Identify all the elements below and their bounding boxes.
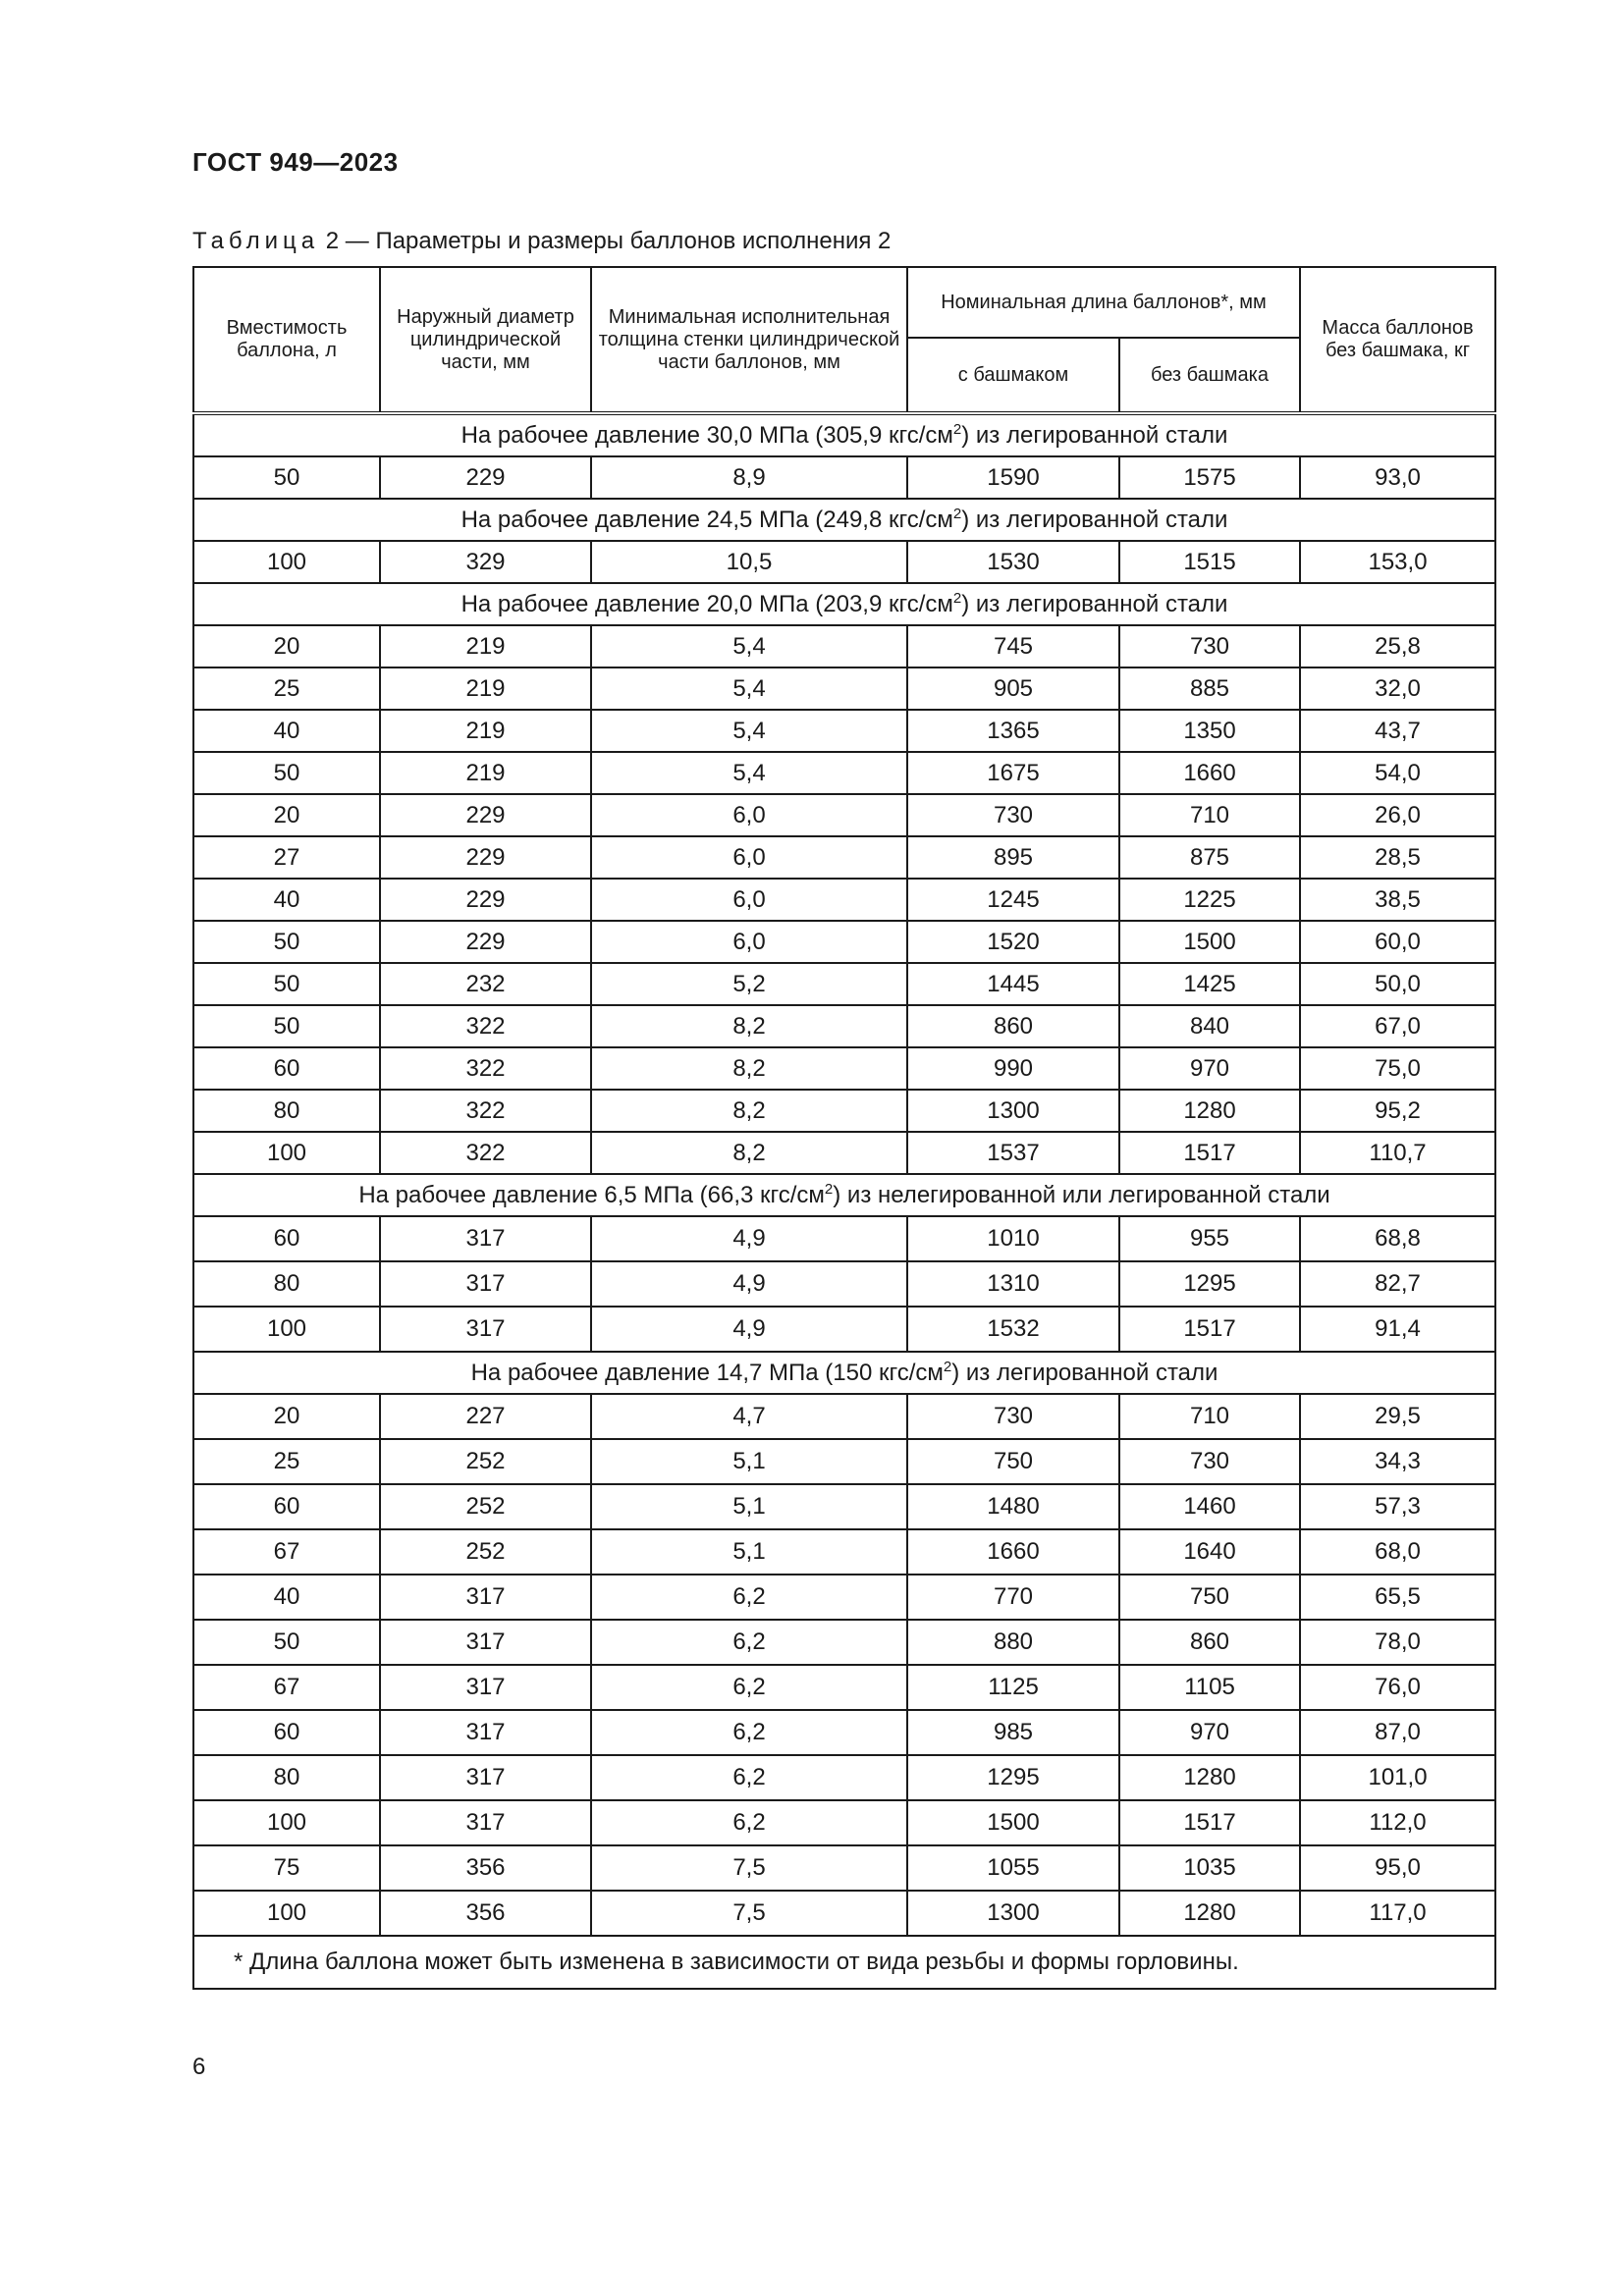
cell-outer-diameter: 219: [380, 752, 591, 794]
cell-capacity: 67: [193, 1665, 380, 1710]
table-row: [193, 1575, 1495, 1620]
cell-outer-diameter: 322: [380, 1090, 591, 1132]
cell-wall-thickness: 4,9: [591, 1307, 907, 1352]
cell-length-without-shoe: 1425: [1119, 963, 1300, 1005]
cell-mass: 153,0: [1300, 541, 1495, 583]
cell-length-without-shoe: 1035: [1119, 1845, 1300, 1891]
cell-length-without-shoe: 1350: [1119, 710, 1300, 752]
cell-length-with-shoe: 1300: [907, 1090, 1119, 1132]
cell-wall-thickness: 5,2: [591, 963, 907, 1005]
header-capacity: Вместимость баллона, л: [193, 267, 380, 413]
section-title-text: На рабочее давление 6,5 МПа (66,3 кгс/см: [358, 1181, 825, 1208]
cell-capacity: 100: [193, 1891, 380, 1936]
cell-length-without-shoe: 1517: [1119, 1800, 1300, 1845]
cell-capacity: 25: [193, 1439, 380, 1484]
table-row: [193, 1845, 1495, 1891]
cell-capacity: 40: [193, 879, 380, 921]
cell-mass: 95,2: [1300, 1090, 1495, 1132]
cell-length-without-shoe: 1225: [1119, 879, 1300, 921]
table-row: [193, 1216, 1495, 1261]
header-nominal-length: Номинальная длина баллонов*, мм: [907, 267, 1300, 338]
cell-outer-diameter: 219: [380, 710, 591, 752]
table-row: [193, 836, 1495, 879]
cell-mass: 38,5: [1300, 879, 1495, 921]
table-row: [193, 879, 1495, 921]
table-row: [193, 710, 1495, 752]
cell-length-with-shoe: 1500: [907, 1800, 1119, 1845]
cell-outer-diameter: 317: [380, 1307, 591, 1352]
section-title: [193, 1352, 1495, 1394]
cell-length-without-shoe: 730: [1119, 625, 1300, 667]
cell-wall-thickness: 5,1: [591, 1484, 907, 1529]
cell-capacity: 40: [193, 710, 380, 752]
cell-wall-thickness: 5,1: [591, 1439, 907, 1484]
cell-wall-thickness: 4,7: [591, 1394, 907, 1439]
section-row: [193, 499, 1495, 541]
cell-wall-thickness: 8,2: [591, 1090, 907, 1132]
cell-length-without-shoe: 1295: [1119, 1261, 1300, 1307]
cell-mass: 65,5: [1300, 1575, 1495, 1620]
section-title-text: ) из нелегированной или легированной стали: [833, 1181, 1330, 1208]
header-without-shoe: без башмака: [1119, 338, 1300, 413]
cell-outer-diameter: 317: [380, 1620, 591, 1665]
cell-outer-diameter: 356: [380, 1845, 591, 1891]
cell-mass: 25,8: [1300, 625, 1495, 667]
cell-mass: 110,7: [1300, 1132, 1495, 1174]
cell-capacity: 20: [193, 794, 380, 836]
cell-length-with-shoe: 1310: [907, 1261, 1119, 1307]
table-row: [193, 794, 1495, 836]
section-row: [193, 1174, 1495, 1216]
section-title-text: ) из легированной стали: [961, 421, 1228, 449]
cell-mass: 112,0: [1300, 1800, 1495, 1845]
cell-length-with-shoe: 1675: [907, 752, 1119, 794]
cell-length-without-shoe: 1280: [1119, 1891, 1300, 1936]
cell-length-with-shoe: 1537: [907, 1132, 1119, 1174]
section-title-text: На рабочее давление 20,0 МПа (203,9 кгс/см: [460, 590, 953, 617]
cell-length-without-shoe: 885: [1119, 667, 1300, 710]
table-row: [193, 541, 1495, 583]
cell-capacity: 50: [193, 752, 380, 794]
cell-outer-diameter: 329: [380, 541, 591, 583]
parameters-table-wrapper: [192, 266, 1494, 1990]
cell-length-with-shoe: 860: [907, 1005, 1119, 1047]
cell-mass: 76,0: [1300, 1665, 1495, 1710]
cell-length-with-shoe: 1445: [907, 963, 1119, 1005]
section-title: [193, 1174, 1495, 1216]
cell-capacity: 100: [193, 541, 380, 583]
cell-capacity: 80: [193, 1090, 380, 1132]
cell-wall-thickness: 5,4: [591, 667, 907, 710]
header-mass: Масса баллонов без башмака, кг: [1300, 267, 1495, 413]
table-caption-title: 2 — Параметры и размеры баллонов исполнения 2: [319, 228, 892, 254]
cell-capacity: 60: [193, 1710, 380, 1755]
cell-mass: 95,0: [1300, 1845, 1495, 1891]
cell-capacity: 60: [193, 1216, 380, 1261]
header-outer-diameter: Наружный диаметр цилиндрической части, мм: [380, 267, 591, 413]
cell-length-without-shoe: 970: [1119, 1710, 1300, 1755]
cell-outer-diameter: 229: [380, 921, 591, 963]
cell-outer-diameter: 229: [380, 794, 591, 836]
cell-capacity: 27: [193, 836, 380, 879]
cell-length-with-shoe: 985: [907, 1710, 1119, 1755]
cell-capacity: 20: [193, 625, 380, 667]
cell-outer-diameter: 317: [380, 1755, 591, 1800]
cell-outer-diameter: 227: [380, 1394, 591, 1439]
cell-length-with-shoe: 750: [907, 1439, 1119, 1484]
cell-outer-diameter: 322: [380, 1132, 591, 1174]
cell-wall-thickness: 6,2: [591, 1710, 907, 1755]
cell-wall-thickness: 4,9: [591, 1216, 907, 1261]
cell-outer-diameter: 317: [380, 1261, 591, 1307]
table-row: [193, 1529, 1495, 1575]
cell-wall-thickness: 4,9: [591, 1261, 907, 1307]
cell-wall-thickness: 6,0: [591, 794, 907, 836]
table-caption: [192, 228, 891, 255]
section-title-superscript: 2: [943, 1358, 952, 1375]
cell-wall-thickness: 6,0: [591, 836, 907, 879]
cell-outer-diameter: 229: [380, 836, 591, 879]
cell-length-without-shoe: 1500: [1119, 921, 1300, 963]
table-row: [193, 1307, 1495, 1352]
table-row: [193, 1620, 1495, 1665]
cell-length-with-shoe: 730: [907, 794, 1119, 836]
cell-mass: 117,0: [1300, 1891, 1495, 1936]
cell-length-with-shoe: 1245: [907, 879, 1119, 921]
section-title: [193, 413, 1495, 456]
cell-outer-diameter: 356: [380, 1891, 591, 1936]
cell-mass: 75,0: [1300, 1047, 1495, 1090]
cell-outer-diameter: 322: [380, 1005, 591, 1047]
cell-wall-thickness: 8,2: [591, 1005, 907, 1047]
table-header: [193, 267, 1495, 413]
cell-mass: 67,0: [1300, 1005, 1495, 1047]
table-row: [193, 1755, 1495, 1800]
cell-length-without-shoe: 860: [1119, 1620, 1300, 1665]
cell-outer-diameter: 219: [380, 667, 591, 710]
cell-capacity: 60: [193, 1047, 380, 1090]
cell-length-with-shoe: 770: [907, 1575, 1119, 1620]
document-code: ГОСТ 949—2023: [192, 147, 399, 177]
table-row: [193, 667, 1495, 710]
cell-length-with-shoe: 1055: [907, 1845, 1119, 1891]
table-caption-prefix: Таблица: [192, 228, 320, 254]
table-row: [193, 1047, 1495, 1090]
cell-wall-thickness: 6,2: [591, 1755, 907, 1800]
section-title-text: ) из легированной стали: [961, 590, 1228, 617]
cell-mass: 32,0: [1300, 667, 1495, 710]
section-title-superscript: 2: [824, 1180, 834, 1198]
cell-outer-diameter: 229: [380, 879, 591, 921]
cell-length-without-shoe: 1280: [1119, 1755, 1300, 1800]
cell-capacity: 80: [193, 1755, 380, 1800]
cell-mass: 78,0: [1300, 1620, 1495, 1665]
cell-length-with-shoe: 1530: [907, 541, 1119, 583]
cell-length-without-shoe: 730: [1119, 1439, 1300, 1484]
cell-wall-thickness: 6,2: [591, 1575, 907, 1620]
cell-capacity: 60: [193, 1484, 380, 1529]
cell-wall-thickness: 5,4: [591, 625, 907, 667]
table-row: [193, 921, 1495, 963]
cell-length-without-shoe: 710: [1119, 794, 1300, 836]
cell-capacity: 50: [193, 1005, 380, 1047]
cell-mass: 101,0: [1300, 1755, 1495, 1800]
cell-length-without-shoe: 1660: [1119, 752, 1300, 794]
table-row: [193, 1090, 1495, 1132]
cell-outer-diameter: 317: [380, 1800, 591, 1845]
cell-wall-thickness: 6,2: [591, 1800, 907, 1845]
section-title-text: ) из легированной стали: [961, 506, 1228, 533]
table-row: [193, 752, 1495, 794]
table-row: [193, 1005, 1495, 1047]
table-row: [193, 1710, 1495, 1755]
table-body: [193, 413, 1495, 1936]
page-number: 6: [192, 2054, 206, 2080]
cell-length-without-shoe: 1517: [1119, 1132, 1300, 1174]
cell-length-without-shoe: 955: [1119, 1216, 1300, 1261]
cell-length-with-shoe: 990: [907, 1047, 1119, 1090]
cell-mass: 54,0: [1300, 752, 1495, 794]
cell-capacity: 67: [193, 1529, 380, 1575]
cell-mass: 26,0: [1300, 794, 1495, 836]
cell-wall-thickness: 6,0: [591, 921, 907, 963]
cell-capacity: 100: [193, 1800, 380, 1845]
cell-length-with-shoe: 905: [907, 667, 1119, 710]
cell-length-with-shoe: 1295: [907, 1755, 1119, 1800]
table-row: [193, 1439, 1495, 1484]
table-footnote: * Длина баллона может быть изменена в зависимости от вида резьбы и формы горловины.: [193, 1936, 1495, 1989]
cell-mass: 57,3: [1300, 1484, 1495, 1529]
cell-length-without-shoe: 1280: [1119, 1090, 1300, 1132]
cell-capacity: 25: [193, 667, 380, 710]
cell-capacity: 80: [193, 1261, 380, 1307]
section-title-superscript: 2: [952, 420, 962, 438]
cell-length-with-shoe: 1520: [907, 921, 1119, 963]
cell-mass: 91,4: [1300, 1307, 1495, 1352]
section-title-text: ) из легированной стали: [951, 1359, 1218, 1386]
cell-length-with-shoe: 745: [907, 625, 1119, 667]
table-row: [193, 1261, 1495, 1307]
cell-outer-diameter: 322: [380, 1047, 591, 1090]
cell-capacity: 100: [193, 1307, 380, 1352]
cell-length-without-shoe: 1105: [1119, 1665, 1300, 1710]
table-row: [193, 1132, 1495, 1174]
header-wall-thickness: Минимальная исполнительная толщина стенки цилиндрической части баллонов, мм: [591, 267, 907, 413]
cell-outer-diameter: 252: [380, 1439, 591, 1484]
cell-length-without-shoe: 1517: [1119, 1307, 1300, 1352]
cell-wall-thickness: 7,5: [591, 1891, 907, 1936]
cell-capacity: 40: [193, 1575, 380, 1620]
cell-length-with-shoe: 1125: [907, 1665, 1119, 1710]
cell-mass: 43,7: [1300, 710, 1495, 752]
cell-length-without-shoe: 875: [1119, 836, 1300, 879]
cell-outer-diameter: 317: [380, 1710, 591, 1755]
cell-length-with-shoe: 1010: [907, 1216, 1119, 1261]
section-row: [193, 583, 1495, 625]
cell-mass: 50,0: [1300, 963, 1495, 1005]
cell-outer-diameter: 232: [380, 963, 591, 1005]
cell-length-with-shoe: 1660: [907, 1529, 1119, 1575]
cell-length-with-shoe: 730: [907, 1394, 1119, 1439]
cell-capacity: 50: [193, 1620, 380, 1665]
cell-wall-thickness: 5,4: [591, 752, 907, 794]
cell-length-without-shoe: 1515: [1119, 541, 1300, 583]
cell-wall-thickness: 8,9: [591, 456, 907, 499]
table-row: [193, 1665, 1495, 1710]
cell-length-without-shoe: 1460: [1119, 1484, 1300, 1529]
cell-length-without-shoe: 1640: [1119, 1529, 1300, 1575]
section-title-superscript: 2: [952, 505, 962, 522]
section-title: [193, 499, 1495, 541]
cell-outer-diameter: 252: [380, 1484, 591, 1529]
cell-capacity: 50: [193, 921, 380, 963]
cell-mass: 68,8: [1300, 1216, 1495, 1261]
cell-outer-diameter: 317: [380, 1216, 591, 1261]
cell-capacity: 50: [193, 456, 380, 499]
cell-wall-thickness: 10,5: [591, 541, 907, 583]
section-title-text: На рабочее давление 30,0 МПа (305,9 кгс/см: [460, 421, 953, 449]
section-row: [193, 413, 1495, 456]
section-title-superscript: 2: [952, 589, 962, 607]
cell-outer-diameter: 317: [380, 1575, 591, 1620]
cell-mass: 60,0: [1300, 921, 1495, 963]
cell-length-with-shoe: 895: [907, 836, 1119, 879]
cell-length-with-shoe: 1532: [907, 1307, 1119, 1352]
cell-length-without-shoe: 970: [1119, 1047, 1300, 1090]
cell-wall-thickness: 8,2: [591, 1132, 907, 1174]
table-row: [193, 456, 1495, 499]
cell-mass: 93,0: [1300, 456, 1495, 499]
parameters-table: [192, 266, 1496, 1990]
table-row: [193, 1800, 1495, 1845]
cell-mass: 28,5: [1300, 836, 1495, 879]
cell-outer-diameter: 317: [380, 1665, 591, 1710]
cell-wall-thickness: 5,1: [591, 1529, 907, 1575]
cell-capacity: 75: [193, 1845, 380, 1891]
cell-mass: 68,0: [1300, 1529, 1495, 1575]
cell-wall-thickness: 6,2: [591, 1620, 907, 1665]
table-row: [193, 1891, 1495, 1936]
cell-length-with-shoe: 1300: [907, 1891, 1119, 1936]
cell-wall-thickness: 6,0: [591, 879, 907, 921]
table-row: [193, 1484, 1495, 1529]
section-title: [193, 583, 1495, 625]
cell-mass: 34,3: [1300, 1439, 1495, 1484]
header-with-shoe: с башмаком: [907, 338, 1119, 413]
cell-outer-diameter: 252: [380, 1529, 591, 1575]
cell-mass: 29,5: [1300, 1394, 1495, 1439]
cell-wall-thickness: 5,4: [591, 710, 907, 752]
cell-length-with-shoe: 1590: [907, 456, 1119, 499]
cell-length-with-shoe: 1480: [907, 1484, 1119, 1529]
cell-length-without-shoe: 840: [1119, 1005, 1300, 1047]
section-title-text: На рабочее давление 14,7 МПа (150 кгс/см: [470, 1359, 944, 1386]
cell-length-with-shoe: 1365: [907, 710, 1119, 752]
cell-capacity: 20: [193, 1394, 380, 1439]
cell-wall-thickness: 7,5: [591, 1845, 907, 1891]
cell-capacity: 100: [193, 1132, 380, 1174]
section-title-text: На рабочее давление 24,5 МПа (249,8 кгс/см: [460, 506, 953, 533]
cell-mass: 87,0: [1300, 1710, 1495, 1755]
table-row: [193, 625, 1495, 667]
cell-wall-thickness: 8,2: [591, 1047, 907, 1090]
cell-length-with-shoe: 880: [907, 1620, 1119, 1665]
cell-capacity: 50: [193, 963, 380, 1005]
cell-length-without-shoe: 1575: [1119, 456, 1300, 499]
cell-length-without-shoe: 710: [1119, 1394, 1300, 1439]
cell-mass: 82,7: [1300, 1261, 1495, 1307]
cell-wall-thickness: 6,2: [591, 1665, 907, 1710]
section-row: [193, 1352, 1495, 1394]
cell-length-without-shoe: 750: [1119, 1575, 1300, 1620]
cell-outer-diameter: 219: [380, 625, 591, 667]
cell-outer-diameter: 229: [380, 456, 591, 499]
table-row: [193, 963, 1495, 1005]
table-row: [193, 1394, 1495, 1439]
